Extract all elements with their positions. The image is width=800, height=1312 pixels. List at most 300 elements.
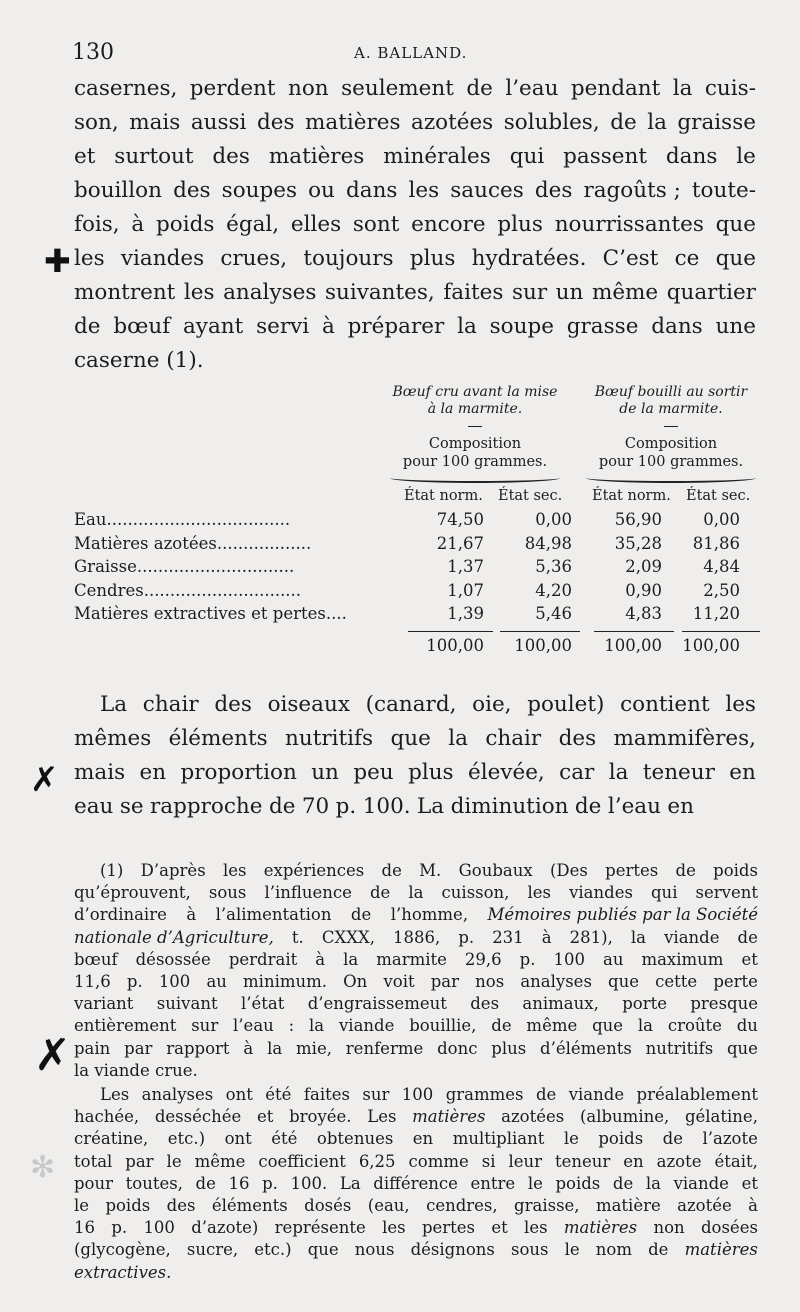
- word: des: [173, 178, 211, 203]
- word: mie,: [296, 1038, 332, 1058]
- word: poulet): [527, 692, 605, 717]
- word: eau: [74, 794, 114, 819]
- word: poids: [155, 212, 215, 237]
- brace-line: [586, 473, 756, 483]
- word: le: [166, 1151, 182, 1171]
- word: poids: [105, 1195, 151, 1215]
- word: que: [390, 726, 431, 751]
- word: été: [271, 1129, 298, 1149]
- word: p.: [519, 949, 536, 969]
- word: multipliant: [452, 1129, 545, 1149]
- word: au: [206, 971, 227, 991]
- text-line: [74, 1239, 758, 1261]
- word: cuis-: [704, 76, 756, 101]
- word: par: [124, 1038, 153, 1058]
- cell-value: 5,46: [535, 604, 572, 623]
- word: préparer: [347, 314, 445, 339]
- word: nutritifs: [285, 726, 374, 751]
- word: l’azote: [702, 1129, 758, 1149]
- word: nationale d’Agriculture,: [74, 927, 274, 947]
- word: (glycogène,: [74, 1240, 171, 1260]
- word: soupe: [489, 314, 554, 339]
- word: en: [139, 760, 167, 785]
- word: des: [534, 178, 573, 203]
- word: éléments: [168, 726, 268, 751]
- word: les: [527, 883, 552, 903]
- word: l’homme,: [390, 905, 469, 925]
- word: de: [612, 1173, 634, 1193]
- word: D’après: [140, 861, 206, 880]
- word: 100: [158, 971, 191, 991]
- group-caption: Bœuf bouilli au sortir: [594, 384, 748, 400]
- word: de: [195, 1173, 216, 1193]
- word: même: [591, 280, 659, 305]
- cell-value: 56,90: [614, 510, 662, 529]
- word: était,: [714, 1151, 758, 1171]
- word: que: [715, 246, 756, 271]
- word: nos: [475, 971, 505, 991]
- word: le: [74, 1195, 90, 1215]
- word: mais: [74, 760, 126, 785]
- word: nom: [595, 1240, 632, 1260]
- word: du: [736, 1016, 758, 1036]
- word: la: [457, 314, 477, 339]
- text-line: [74, 1106, 758, 1128]
- word: presque: [690, 994, 758, 1014]
- word: des: [558, 726, 597, 751]
- word: le: [564, 1240, 580, 1260]
- word: la viande crue.: [74, 1060, 198, 1080]
- word: viandes: [120, 246, 205, 271]
- word: Les: [367, 1107, 397, 1127]
- total-value: 100,00: [426, 636, 484, 655]
- word: analyses: [520, 971, 592, 991]
- cell-value: 0,00: [535, 510, 572, 529]
- word: La: [100, 692, 128, 717]
- word: l’état: [240, 994, 285, 1014]
- word: animaux,: [522, 994, 599, 1014]
- word: pain: [74, 1038, 111, 1058]
- word: les: [408, 178, 440, 203]
- cell-value: 21,67: [436, 533, 484, 553]
- word: de: [610, 110, 637, 135]
- word: une: [715, 314, 756, 339]
- word: 100.: [362, 794, 411, 819]
- word: de: [648, 1240, 669, 1260]
- cell-value: 4,20: [535, 580, 572, 600]
- word: la: [672, 76, 693, 101]
- text-line: [74, 344, 756, 378]
- word: poids: [713, 861, 758, 880]
- faint-pencil-mark: ✻: [30, 1150, 56, 1185]
- word: que: [726, 1038, 758, 1058]
- handwritten-x-mark: ✗: [34, 1030, 71, 1081]
- word: de: [737, 927, 758, 947]
- row-label: Matières extractives et pertes....: [74, 604, 347, 623]
- word: oiseaux: [267, 692, 350, 717]
- word: dans: [651, 314, 703, 339]
- word: des: [214, 692, 252, 717]
- table-row: [74, 534, 764, 558]
- word: sucre,: [186, 1240, 239, 1260]
- word: oie,: [472, 692, 512, 717]
- word: en: [667, 794, 694, 819]
- word: la: [267, 1038, 283, 1058]
- word: broyée.: [289, 1107, 352, 1127]
- word: plus: [409, 246, 456, 271]
- table-row: [74, 557, 764, 581]
- text-line: [74, 208, 756, 242]
- word: d’azote): [191, 1218, 259, 1238]
- word: 29,6: [464, 949, 502, 969]
- word: plus: [408, 760, 454, 785]
- word: (albumine,: [579, 1107, 670, 1127]
- word: matières: [563, 1218, 638, 1238]
- word: ayant: [182, 314, 244, 339]
- word: La: [417, 794, 445, 819]
- subheader: État norm.: [592, 488, 671, 504]
- word: teneur: [642, 760, 715, 785]
- cell-value: 5,36: [535, 557, 572, 576]
- word: p.: [126, 971, 143, 991]
- cell-value: 0,90: [625, 580, 662, 600]
- row-label: Graisse..............................: [74, 557, 295, 576]
- text-line: [74, 72, 756, 106]
- word: le: [563, 1129, 579, 1149]
- word: un: [555, 280, 584, 305]
- table-row: [74, 581, 764, 605]
- text-line: [74, 1217, 758, 1239]
- word: seulement: [341, 76, 454, 101]
- word: créatine,: [74, 1129, 149, 1149]
- table-row: [74, 510, 764, 534]
- word: viande: [338, 1016, 395, 1036]
- composition-table: [74, 510, 764, 628]
- subheader: État sec.: [686, 488, 751, 504]
- composition-label: pour 100 grammes.: [598, 454, 744, 470]
- word: encore: [411, 212, 486, 237]
- word: en: [412, 1129, 434, 1149]
- word: de: [381, 861, 402, 880]
- word: etc.): [167, 1129, 206, 1149]
- word: dosées: [700, 1218, 758, 1238]
- word: grammes: [445, 1085, 524, 1104]
- word: suivantes,: [324, 280, 435, 305]
- word: de: [268, 794, 296, 819]
- divider: [664, 426, 678, 427]
- word: azotées: [411, 110, 494, 135]
- word: l’eau: [607, 794, 661, 819]
- word: même: [194, 1151, 246, 1171]
- text-line: [74, 1173, 758, 1195]
- text-line: [74, 1060, 758, 1082]
- text-line: [74, 1128, 758, 1150]
- text-line: [74, 1262, 758, 1284]
- word: extractives.: [74, 1262, 172, 1282]
- word: perdent: [189, 76, 276, 101]
- word: de: [662, 1129, 683, 1149]
- word: passent: [563, 144, 647, 169]
- word: montrent: [74, 280, 176, 305]
- row-label: Eau...................................: [74, 510, 291, 529]
- word: de: [466, 76, 493, 101]
- word: analyses: [223, 280, 317, 305]
- cell-value: 2,50: [703, 580, 740, 600]
- text-line: [74, 688, 756, 722]
- group-caption: de la marmite.: [619, 401, 723, 417]
- handwritten-x-mark: ✗: [30, 760, 59, 800]
- word: à: [541, 927, 552, 947]
- word: etc.): [254, 1240, 292, 1260]
- word: donc: [437, 1038, 478, 1058]
- text-line: [74, 722, 756, 756]
- subheader: État norm.: [404, 488, 483, 504]
- word: de: [369, 883, 391, 903]
- word: p.: [262, 1173, 278, 1193]
- text-line: [74, 242, 756, 276]
- word: égal,: [226, 212, 280, 237]
- word: diminution: [450, 794, 569, 819]
- word: que: [307, 1240, 339, 1260]
- word: dans: [665, 144, 718, 169]
- word: qui: [651, 883, 678, 903]
- word: ou: [308, 178, 335, 203]
- cell-value: 11,20: [692, 604, 740, 623]
- word: matières: [412, 1107, 486, 1127]
- word: maximum: [641, 949, 724, 969]
- word: même: [526, 1016, 578, 1036]
- word: l’influence: [264, 883, 352, 903]
- word: si: [481, 1151, 496, 1171]
- word: cendres,: [426, 1195, 498, 1215]
- sum-rule: [594, 631, 674, 632]
- word: desséchée: [154, 1107, 242, 1127]
- word: 281),: [569, 927, 613, 947]
- word: la: [408, 883, 424, 903]
- word: ont: [224, 1129, 252, 1149]
- composition-label: pour 100 grammes.: [402, 454, 548, 470]
- word: plus: [497, 212, 543, 237]
- word: azotées: [501, 1107, 565, 1127]
- word: matières: [268, 144, 365, 169]
- word: toujours: [303, 246, 394, 271]
- sum-rule: [500, 631, 580, 632]
- word: azote: [656, 1151, 702, 1171]
- word: 70: [301, 794, 330, 819]
- word: qu’éprouvent,: [74, 883, 191, 903]
- word: et: [741, 949, 758, 969]
- word: dans: [345, 178, 398, 203]
- text-line: [74, 993, 758, 1015]
- cell-value: 81,86: [692, 533, 740, 553]
- word: nutritifs: [645, 1038, 714, 1058]
- word: que: [608, 971, 640, 991]
- word: 100: [143, 1218, 175, 1238]
- word: à: [748, 1195, 758, 1215]
- word: sous: [208, 883, 247, 903]
- sum-rule: [682, 631, 760, 632]
- word: mammifères,: [613, 726, 756, 751]
- word: pour: [74, 1173, 114, 1193]
- text-line: [74, 174, 756, 208]
- word: (canard,: [365, 692, 457, 717]
- word: à: [131, 212, 145, 237]
- word: la: [448, 726, 468, 751]
- word: graisse: [677, 110, 756, 135]
- word: rapport: [166, 1038, 230, 1058]
- word: des: [470, 994, 500, 1014]
- word: sont: [352, 212, 400, 237]
- word: des: [256, 110, 295, 135]
- word: d’ordinaire: [74, 905, 167, 925]
- word: les: [74, 246, 105, 271]
- word: et: [256, 1107, 274, 1127]
- word: crues,: [220, 246, 288, 271]
- text-line: [74, 310, 756, 344]
- word: expériences: [263, 861, 365, 880]
- text-line: [74, 106, 756, 140]
- word: poids: [555, 1173, 601, 1193]
- word: 100: [401, 1085, 434, 1104]
- cell-value: 0,00: [703, 510, 740, 529]
- word: hydratées.: [471, 246, 587, 271]
- handwritten-plus-mark: ✚: [44, 242, 71, 280]
- word: voit: [383, 971, 415, 991]
- word: ragoûts ;: [583, 178, 681, 203]
- word: caserne (1).: [74, 348, 204, 373]
- word: suivant: [156, 994, 218, 1014]
- word: au: [602, 949, 624, 969]
- word: La: [339, 1173, 361, 1193]
- word: sur: [191, 1016, 219, 1036]
- word: les: [382, 1218, 406, 1238]
- group-caption: à la marmite.: [427, 401, 523, 417]
- text-line: [74, 1195, 758, 1217]
- word: désossée: [135, 949, 211, 969]
- word: total: [74, 1151, 113, 1171]
- word: 1886,: [393, 927, 441, 947]
- word: la: [309, 1016, 325, 1036]
- word: été: [265, 1085, 292, 1104]
- word: sur: [511, 280, 548, 305]
- word: minimum.: [243, 971, 328, 991]
- word: sauces: [450, 178, 524, 203]
- totals-row: [74, 636, 764, 660]
- word: les: [725, 692, 756, 717]
- word: car: [559, 760, 595, 785]
- text-line: [74, 1151, 758, 1173]
- word: minérales: [383, 144, 491, 169]
- word: chair: [485, 726, 542, 751]
- word: ont: [225, 1085, 253, 1104]
- word: différence: [373, 1173, 458, 1193]
- word: de: [535, 1085, 557, 1104]
- text-line: [74, 927, 758, 949]
- word: éléments: [211, 1195, 288, 1215]
- total-value: 100,00: [514, 636, 572, 655]
- word: en: [729, 760, 756, 785]
- cell-value: 1,37: [447, 557, 484, 576]
- word: aussi: [190, 110, 247, 135]
- word: les: [183, 280, 215, 305]
- word: matières: [305, 110, 401, 135]
- word: le: [736, 144, 756, 169]
- word: qui: [509, 144, 545, 169]
- word: la: [630, 927, 647, 947]
- word: graisse,: [514, 1195, 580, 1215]
- word: porte: [622, 994, 667, 1014]
- row-label: Cendres..............................: [74, 580, 302, 600]
- cell-value: 2,09: [625, 557, 662, 576]
- word: 6,25: [358, 1151, 396, 1171]
- word: la: [608, 760, 629, 785]
- subheader: État sec.: [498, 488, 563, 504]
- word: perdrait: [228, 949, 298, 969]
- word: à: [243, 1038, 254, 1058]
- word: bœuf: [113, 314, 171, 339]
- word: pendant: [570, 76, 661, 101]
- word: d’éléments: [540, 1038, 632, 1058]
- text-line: [74, 140, 756, 174]
- word: bouillon: [74, 178, 162, 203]
- word: leur: [508, 1151, 543, 1171]
- word: bœuf: [74, 949, 118, 969]
- word: analyses: [141, 1085, 214, 1104]
- word: variant: [74, 994, 134, 1014]
- group-caption: Bœuf cru avant la mise: [392, 384, 558, 400]
- cell-value: 74,50: [436, 510, 484, 529]
- text-line: [74, 1015, 758, 1037]
- word: poids: [598, 1129, 644, 1149]
- column-group-boiled-beef: [576, 384, 766, 483]
- footnote-2: [74, 1084, 758, 1284]
- word: rapproche: [150, 794, 263, 819]
- row-label: Matières azotées..................: [74, 533, 312, 553]
- word: (1): [100, 861, 124, 880]
- cell-value: 4,83: [625, 604, 662, 623]
- word: et: [741, 1173, 758, 1193]
- word: les: [524, 1218, 548, 1238]
- word: de: [491, 1016, 512, 1036]
- page-header: [72, 40, 762, 70]
- word: désignons: [410, 1240, 495, 1260]
- word: proportion: [180, 760, 297, 785]
- text-line: [74, 756, 756, 790]
- word: entre: [470, 1173, 516, 1193]
- text-line: [74, 904, 758, 926]
- cell-value: 84,98: [524, 533, 572, 553]
- word: viande: [664, 927, 720, 947]
- word: chair: [142, 692, 199, 717]
- cell-value: 4,84: [703, 557, 740, 576]
- word: sur: [362, 1085, 390, 1104]
- word: pertes: [421, 1218, 476, 1238]
- word: contient: [620, 692, 710, 717]
- word: marmite: [376, 949, 447, 969]
- word: de: [350, 905, 372, 925]
- word: la: [343, 949, 359, 969]
- paragraph-2: [74, 688, 756, 824]
- page-number: 130: [72, 40, 114, 65]
- word: hachée,: [74, 1107, 140, 1127]
- word: (Des: [549, 861, 588, 880]
- word: C’est: [602, 246, 659, 271]
- word: et: [74, 144, 96, 169]
- word: nous: [354, 1240, 395, 1260]
- word: cette: [655, 971, 698, 991]
- word: M.: [419, 861, 442, 880]
- word: On: [343, 971, 368, 991]
